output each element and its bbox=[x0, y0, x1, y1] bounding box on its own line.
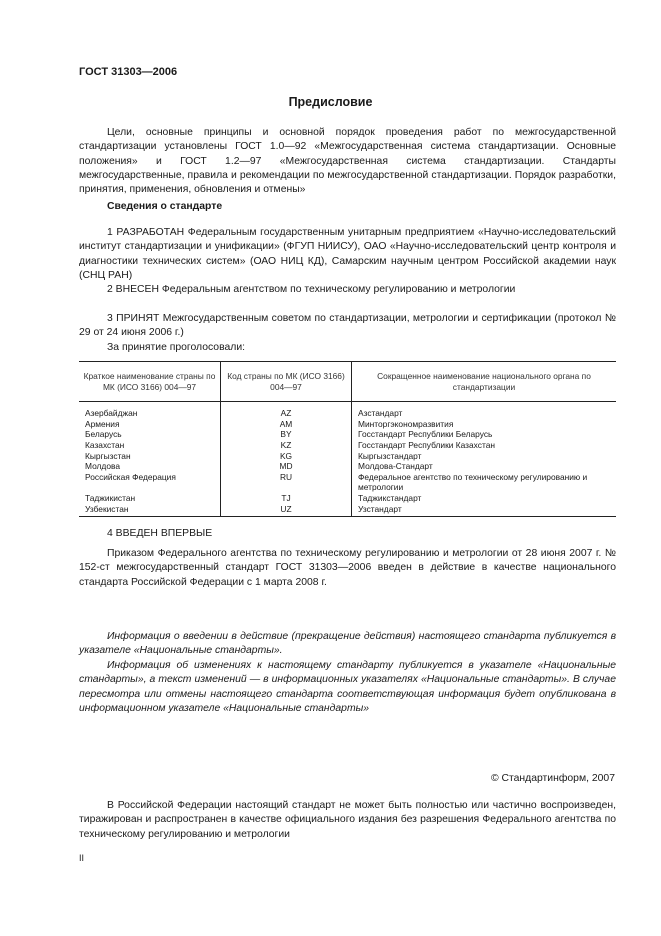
item-4-first-introduced: 4 ВВЕДЕН ВПЕРВЫЕ bbox=[107, 528, 213, 539]
body-cell: Кыргызстандарт bbox=[352, 451, 617, 462]
voting-table bbox=[79, 361, 616, 517]
code-cell: KG bbox=[221, 451, 352, 462]
body-cell: Госстандарт Республики Беларусь bbox=[352, 429, 617, 440]
table-row bbox=[79, 429, 616, 440]
table-row bbox=[79, 461, 616, 472]
document-header: ГОСТ 31303—2006 bbox=[79, 66, 178, 78]
info-paragraph-1: Информация о введении в действие (прекращение действия) настоящего стандарта публикуется в указателе «Национальные стандарты». bbox=[79, 631, 616, 657]
item-3-adopted: 3 ПРИНЯТ Межгосударственным советом по стандартизации, метрологии и сертификации (протокол № 29 от 24 июня 2006 г.) bbox=[79, 313, 616, 339]
country-cell: Узбекистан bbox=[79, 504, 221, 517]
table-row bbox=[79, 504, 616, 517]
code-cell: MD bbox=[221, 461, 352, 472]
item-2-introduced: 2 ВНЕСЕН Федеральным агентством по техническому регулированию и метрологии bbox=[107, 284, 516, 295]
table-header-country: Краткое наименование страны по МК (ИСО 3166) 004—97 bbox=[79, 362, 221, 402]
body-cell: Федеральное агентство по техническому регулированию и метрологии bbox=[352, 472, 617, 493]
table-row bbox=[79, 493, 616, 504]
code-cell: UZ bbox=[221, 504, 352, 517]
country-cell: Российская Федерация bbox=[85, 471, 176, 482]
section-heading: Сведения о стандарте bbox=[107, 201, 223, 212]
rights-paragraph: В Российской Федерации настоящий стандарт не может быть полностью или частично воспроизведен, тиражирован и распространен в качестве официального издания без разрешения Федерального агентства по техническому регулированию и метрологии bbox=[79, 800, 616, 840]
code-cell: TJ bbox=[221, 493, 352, 504]
code-cell: AM bbox=[221, 419, 352, 430]
table-header-row bbox=[79, 362, 616, 402]
body-cell: Молдова-Стандарт bbox=[352, 461, 617, 472]
body-cell: Минторгэкономразвития bbox=[352, 419, 617, 430]
copyright: © Стандартинформ, 2007 bbox=[490, 773, 615, 784]
table-header-code: Код страны по МК (ИСО 3166) 004—97 bbox=[221, 362, 352, 402]
country-cell: Кыргызстан bbox=[85, 450, 131, 461]
country-cell: Армения bbox=[85, 418, 120, 429]
voted-label: За принятие проголосовали: bbox=[107, 342, 246, 353]
table-row bbox=[79, 419, 616, 430]
table-row bbox=[79, 472, 616, 493]
intro-paragraph: Цели, основные принципы и основной порядок проведения работ по межгосударственной стандартизации установлены ГОСТ 1.0—92 «Межгосударственная система стандартизации. Основные положения» и ГОСТ 1.2—97 «Межгосударственная система стандартизации. Стандарты межгосударственные, правила и рекомендации по межгосударственной стандартизации. Порядок разработки, принятия, применения, обновления и отмены» bbox=[79, 127, 616, 196]
body-cell: Госстандарт Республики Казахстан bbox=[352, 440, 617, 451]
body-cell: Узстандарт bbox=[352, 504, 617, 517]
table-row bbox=[79, 440, 616, 451]
info-paragraph-2: Информация об изменениях к настоящему стандарту публикуется в указателе «Национальные стандарты», а текст изменений — в информационных указателях «Национальные стандарты». В случае пересмотра или отмены настоящего стандарта соответствующая информация будет опубликована в информационном указателе «Национальные стандарты» bbox=[79, 660, 616, 714]
page-number: II bbox=[79, 853, 85, 863]
table-row bbox=[79, 402, 616, 419]
country-cell: Казахстан bbox=[85, 439, 125, 450]
country-cell: Молдова bbox=[85, 461, 120, 472]
table-row bbox=[79, 451, 616, 462]
code-cell: KZ bbox=[221, 440, 352, 451]
code-cell: AZ bbox=[221, 402, 352, 419]
body-cell: Азстандарт bbox=[352, 402, 617, 419]
country-cell: Беларусь bbox=[85, 429, 122, 440]
code-cell: RU bbox=[221, 472, 352, 493]
code-cell: BY bbox=[221, 429, 352, 440]
body-cell: Таджикстандарт bbox=[352, 493, 617, 504]
order-paragraph: Приказом Федерального агентства по техническому регулированию и метрологии от 28 июня 2007 г. № 152-ст межгосударственный стандарт ГОСТ 31303—2006 введен в действие в качестве национального стандарта Российской Федерации с 1 марта 2008 г. bbox=[79, 548, 616, 588]
table-header-body: Сокращенное наименование национального органа по стандартизации bbox=[352, 362, 617, 402]
country-cell: Таджикистан bbox=[85, 492, 136, 503]
country-cell: Азербайджан bbox=[85, 408, 138, 419]
page-title: Предисловие bbox=[288, 95, 373, 109]
item-1-developed: 1 РАЗРАБОТАН Федеральным государственным унитарным предприятием «Научно-исследовательский институт стандартизации и унификации» (ФГУП НИИСУ), ОАО «Научно-исследовательский центр контроля и диагностики технических систем» (ОАО НИЦ КД), Самарским научным центром Российской академии наук (СНЦ РАН) bbox=[79, 227, 616, 281]
